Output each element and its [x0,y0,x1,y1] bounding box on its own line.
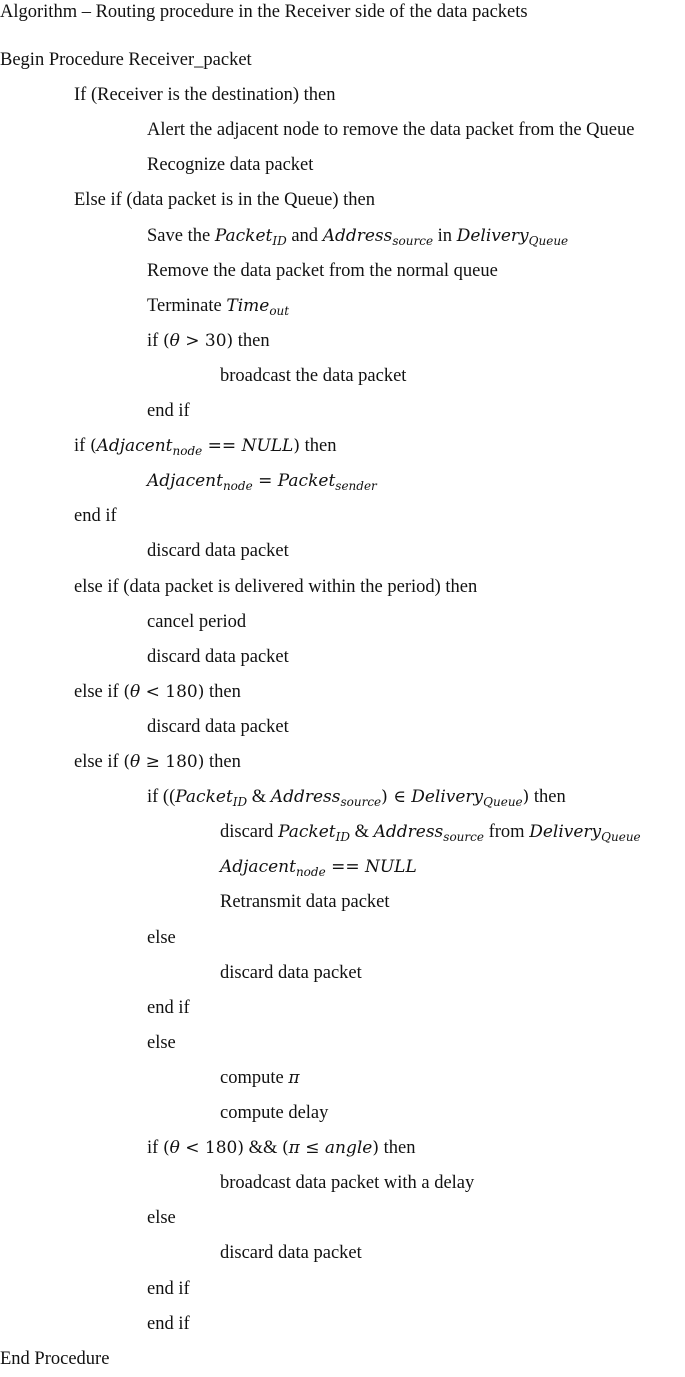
algorithm-line [147,224,568,248]
algorithm-line [147,1031,176,1055]
algorithm-line [220,1066,300,1090]
math-term: Packet$_{sender}$ [277,471,377,494]
line-text: end if [147,1313,190,1334]
line-text: cancel period [147,611,247,632]
math-term: ) [293,436,300,457]
line-text: else if [74,752,124,772]
math-term: angle [324,1138,373,1159]
math-term: == [325,857,365,878]
line-text: if (( [147,787,176,808]
line-text: if [147,1138,163,1159]
math-term: θ [129,681,141,702]
math-term: = [252,471,278,492]
math-subscript: Queue [483,795,523,810]
algorithm-line [220,855,417,879]
math-term: ≤ [299,1138,325,1159]
math-term: π [288,1138,300,1159]
line-text: then [299,436,337,457]
math-term: NULL [364,857,417,878]
algorithm-line [74,83,335,107]
line-text: and [286,225,323,246]
algorithm-line [147,1312,190,1336]
math-subscript: Queue [528,233,569,248]
line-text: If (Receiver is the destination) then [74,85,336,106]
line-text: Else if (data packet is in the Queue) then [74,190,376,211]
math-term: Packet$_{ID}$ [214,225,287,248]
algorithm-line [147,539,289,563]
algorithm-line [220,1101,328,1125]
algorithm-line [147,329,270,353]
algorithm-line [147,715,289,739]
line-text: & [349,822,374,843]
algorithm-line [147,926,176,950]
line-text: else [147,927,176,948]
algorithm-line [147,1206,176,1230]
math-subscript: out [269,303,290,318]
algorithm-line [147,294,289,318]
line-text: then [379,1138,416,1159]
algorithm-line [220,961,362,985]
math-subscript: ID [272,233,287,248]
line-text: end if [147,997,190,1018]
math-term: ( [282,1138,289,1159]
math-term: ( [162,330,170,351]
math-term: Adjacent$_{node}$ [220,857,326,880]
algorithm-line [147,996,190,1020]
line-text: Recognize data packet [147,155,314,176]
math-subscript: ID [335,830,350,845]
math-term: > 30) [179,330,234,351]
line-text: & [247,787,271,808]
line-text: discard data packet [220,1243,362,1264]
line-text: else if [74,681,124,702]
line-text: && [243,1138,282,1159]
line-text: compute [220,1067,289,1088]
algorithm-line [147,153,313,177]
line-text: then [204,752,241,772]
line-text: broadcast data packet with a delay [220,1173,475,1194]
line-text: discard data packet [147,646,289,667]
math-subscript: Queue [601,830,641,845]
math-term: Adjacent$_{node}$ [147,471,253,494]
math-term: Packet$_{ID}$ [278,822,350,845]
algorithm-line [147,610,246,634]
math-term: ) ∈ [381,787,412,808]
math-term: θ [169,1138,180,1159]
line-text: Save the [147,225,215,246]
algorithm-line [220,1171,474,1195]
line-text: then [233,330,270,351]
math-term: ) [522,787,530,808]
algorithm-line [147,399,190,423]
algorithm-line [74,750,241,774]
line-text: end if [147,401,190,421]
math-term: Address$_{source}$ [270,787,382,810]
line-text: broadcast the data packet [220,365,407,386]
math-term: ≥ 180) [140,752,205,772]
algorithm-line [0,1347,109,1371]
line-text: else if (data packet is delivered within the period) then [74,576,478,597]
algorithm-line [74,680,241,704]
math-term: < 180) [140,681,205,702]
line-text: Remove the data packet from the normal queue [147,260,498,281]
algorithm-line [220,820,641,844]
algorithm-line [147,469,377,493]
algorithm-line [147,118,634,142]
math-term: Delivery$_{Queue}$ [456,225,569,248]
algorithm-title: Algorithm – Routing procedure in the Receiver side of the data packets [0,2,528,22]
algorithm-line [220,364,406,388]
math-subscript: node [295,865,326,880]
algorithm-line [0,48,252,72]
line-text: End Procedure [0,1348,110,1369]
math-term: Address$_{source}$ [322,225,434,248]
math-term: NULL [241,436,294,457]
math-term: ( [123,752,130,772]
line-text: discard data packet [147,541,289,562]
math-term: Delivery$_{Queue}$ [411,787,523,810]
math-term: < 180) [179,1138,244,1159]
line-text: in [433,225,457,246]
math-subscript: node [172,444,203,459]
line-text: discard data packet [147,716,289,737]
algorithm-line [74,504,117,528]
math-subscript: sender [335,479,377,494]
math-subscript: source [443,830,484,845]
line-text: from [483,822,530,843]
line-text: discard [220,822,279,843]
math-term: Adjacent$_{node}$ [96,436,203,459]
line-text: else [147,1032,176,1053]
line-text: end if [147,1278,190,1299]
math-term: θ [129,752,141,772]
math-term: Delivery$_{Queue}$ [529,822,641,845]
math-term: == [202,436,242,457]
math-term: θ [169,330,180,351]
line-text: then [529,787,566,808]
math-subscript: node [222,479,253,494]
math-term: Address$_{source}$ [373,822,484,845]
line-text: if [147,330,163,351]
line-text: if [74,436,90,457]
line-text: else [147,1208,176,1229]
line-text: Retransmit data packet [220,892,390,913]
algorithm-line [147,1136,415,1160]
algorithm-line [147,1277,190,1301]
line-text: end if [74,506,117,527]
math-term: ( [123,681,130,702]
algorithm-line [147,645,289,669]
math-term: ( [89,436,97,457]
line-text: then [204,681,241,702]
algorithm-line [147,259,498,283]
math-term: ( [162,1138,170,1159]
line-text: Begin Procedure Receiver_packet [0,50,252,70]
algorithm-line [147,785,566,809]
algorithm-line [74,434,336,458]
line-text: discard data packet [220,962,362,983]
math-term: π [288,1067,300,1088]
algorithm-line [74,575,477,599]
math-subscript: source [340,795,382,810]
algorithm-line [220,1241,362,1265]
math-subscript: ID [232,795,248,810]
line-text: compute delay [220,1103,329,1123]
math-term: Time$_{out}$ [226,295,290,318]
algorithm-line [220,890,390,914]
algorithm-line [74,188,375,212]
line-text: Terminate [147,295,227,316]
line-text: Alert the adjacent node to remove the data packet from the Queue [147,120,635,141]
math-term: Packet$_{ID}$ [175,787,248,810]
math-subscript: source [392,233,434,248]
math-term: ) [372,1138,379,1159]
